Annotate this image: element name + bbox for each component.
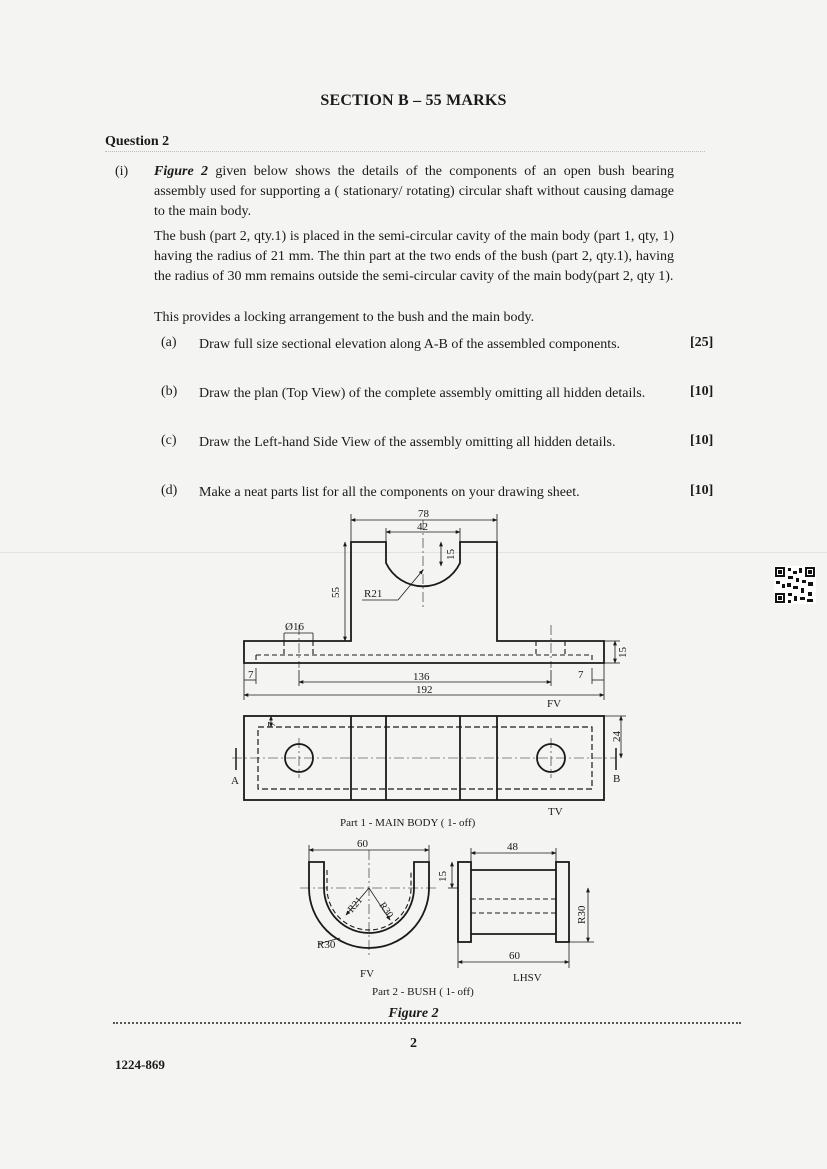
section-marker-b: B	[613, 773, 621, 785]
bush-left-side-view	[458, 862, 569, 942]
dim-7-right: 7	[578, 669, 584, 681]
bush-side-dimensions	[448, 848, 594, 968]
part2-caption: Part 2 - BUSH ( 1- off)	[372, 986, 474, 998]
paper-code: 1224-869	[115, 1057, 165, 1072]
subpart-d-label: (d)	[161, 483, 178, 498]
section-title: SECTION B – 55 MARKS	[320, 92, 507, 109]
dim-phi16: Ø16	[285, 621, 304, 633]
subpart-c-text: Draw the Left-hand Side View of the assembly omitting all hidden details.	[199, 435, 616, 450]
dim-78: 78	[418, 508, 429, 520]
main-body-top-view	[232, 716, 616, 800]
dim-15-bush: 15	[437, 871, 449, 882]
dim-60-bush: 60	[357, 838, 368, 850]
label-fv: FV	[547, 698, 562, 710]
subpart-a-label: (a)	[161, 335, 177, 350]
dim-55: 55	[330, 587, 342, 598]
dim-r30-side: R30	[576, 905, 588, 924]
label-lhsv: LHSV	[513, 972, 542, 984]
dim-192: 192	[416, 684, 433, 696]
subpart-b-marks: [10]	[690, 384, 714, 399]
subpart-c-marks: [10]	[690, 433, 714, 448]
dim-136: 136	[413, 671, 430, 683]
figure-caption: Figure 2	[388, 1006, 439, 1021]
part-number: (i)	[115, 164, 129, 179]
top-view-dimensions	[236, 716, 626, 770]
dim-7-left: 7	[248, 669, 254, 681]
dim-24: 24	[611, 731, 623, 742]
dim-42: 42	[417, 521, 428, 533]
bush-paragraph: The bush (part 2, qty.1) is placed in the semi-circular cavity of the main body (part 1, qty, 1) having the radius of 21 mm. The thin part at the two ends of the bush (part 2, qty.1), having the radius of 30 mm remains outside the semi-circular cavity of the main body(part 2, qty 1).	[154, 229, 674, 284]
dim-7-top-view: 7	[266, 721, 278, 727]
dotted-divider	[113, 1022, 741, 1024]
front-view-dimensions	[244, 514, 620, 700]
dim-r30-bush-inner: R30	[376, 900, 396, 921]
figure-reference: Figure 2	[154, 164, 208, 179]
label-fv-bush: FV	[360, 968, 375, 980]
section-marker-a: A	[231, 775, 239, 787]
dim-60-side: 60	[509, 950, 520, 962]
subpart-a-marks: [25]	[690, 335, 714, 350]
locking-paragraph: This provides a locking arrangement to the bush and the main body.	[154, 310, 535, 325]
subpart-b-text: Draw the plan (Top View) of the complete assembly omitting all hidden details.	[199, 386, 646, 401]
subpart-c-label: (c)	[161, 433, 177, 448]
main-body-front-view	[244, 520, 604, 668]
subpart-d-text: Make a neat parts list for all the components on your drawing sheet.	[199, 485, 580, 500]
subpart-a-text: Draw full size sectional elevation along A-B of the assembled components.	[199, 337, 621, 352]
part1-caption: Part 1 - MAIN BODY ( 1- off)	[340, 817, 476, 829]
dim-48: 48	[507, 841, 518, 853]
dim-r21: R21	[364, 588, 383, 600]
subpart-d-marks: [10]	[690, 483, 714, 498]
dim-15-top: 15	[445, 549, 457, 560]
intro-text: given below shows the details of the components of an open bush bearing assembly used for supporting a ( stationary/ rotating) circular shaft without causing damage to the main body.	[154, 164, 674, 219]
dim-15-base: 15	[617, 647, 629, 658]
dim-r21-bush: R21	[345, 895, 366, 915]
question-title: Question 2	[105, 134, 170, 149]
qr-code-icon	[774, 566, 816, 604]
dim-r30-bush: R30	[317, 939, 336, 951]
page-number: 2	[410, 1036, 417, 1051]
label-tv: TV	[548, 806, 563, 818]
subpart-b-label: (b)	[161, 384, 178, 399]
